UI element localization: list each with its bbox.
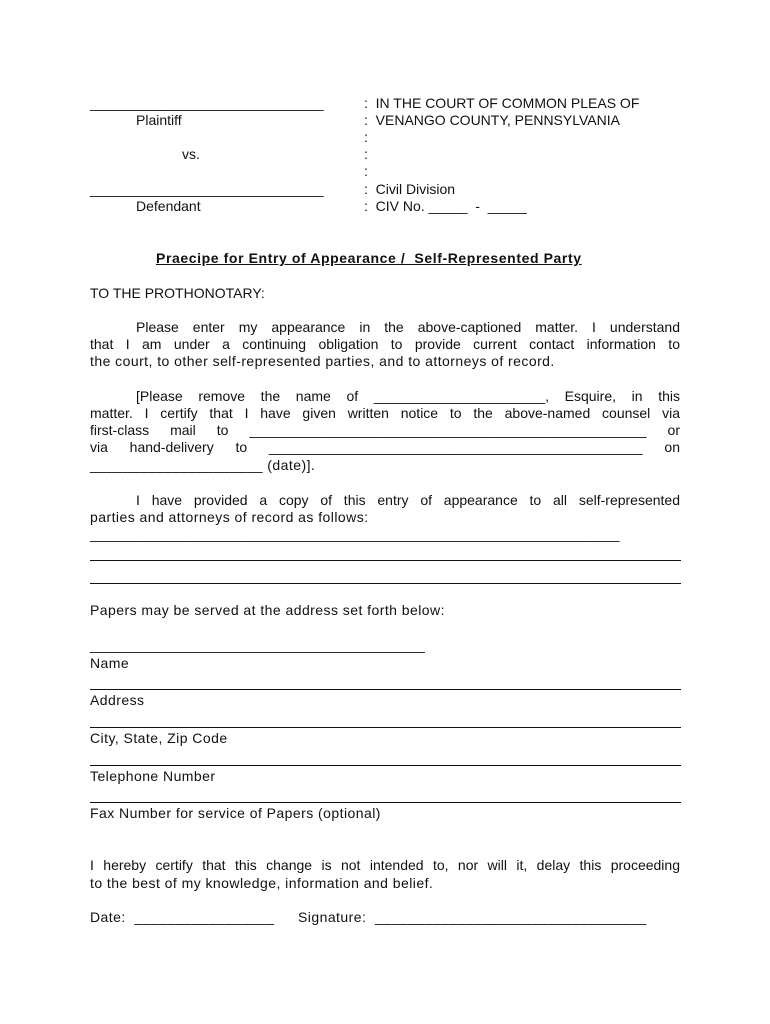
paragraph-3-line: parties and attorneys of record as follows: <box>90 509 369 525</box>
document-title: Praecipe for Entry of Appearance / Self-Represented Party <box>156 250 582 266</box>
court-caption-row: : <box>364 146 368 162</box>
certification-line: I hereby certify that this change is not intended to, nor will it, delay this proceeding <box>90 857 680 873</box>
paragraph-2-line: first-class mail to ___________________________________________________ or <box>90 422 680 438</box>
name-signature-line: ___________________________________________ <box>90 637 425 653</box>
certification-line: to the best of my knowledge, information and belief. <box>90 875 434 891</box>
city-state-zip-label: City, State, Zip Code <box>90 730 228 746</box>
service-list-line: ____________________________________________________________________ <box>90 526 620 542</box>
service-intro: Papers may be served at the address set forth below: <box>90 602 445 618</box>
fax-label: Fax Number for service of Papers (optional) <box>90 805 381 821</box>
defendant-line: ______________________________ <box>90 181 324 197</box>
paragraph-3-line: I have provided a copy of this entry of appearance to all self-represented <box>136 492 680 508</box>
paragraph-1-line: the court, to other self-represented parties, and to attorneys of record. <box>90 353 555 369</box>
fax-rule <box>90 802 681 803</box>
service-list-rule <box>90 560 681 561</box>
address-label: Address <box>90 692 145 708</box>
court-caption-row: : IN THE COURT OF COMMON PLEAS OF <box>364 95 640 111</box>
telephone-rule <box>90 765 681 766</box>
telephone-label: Telephone Number <box>90 768 216 784</box>
paragraph-2-line: matter. I certify that I have given written notice to the above-named counsel via <box>90 405 680 421</box>
service-list-rule <box>90 583 681 584</box>
plaintiff-line: ______________________________ <box>90 95 324 111</box>
paragraph-1-line: Please enter my appearance in the above-captioned matter. I understand <box>136 319 680 335</box>
defendant-label: Defendant <box>136 198 201 214</box>
civ-number-row: : CIV No. _____ - _____ <box>364 198 527 214</box>
city-rule <box>90 727 681 728</box>
court-caption-row: : <box>364 129 368 145</box>
plaintiff-label: Plaintiff <box>136 112 182 128</box>
court-caption-row: : Civil Division <box>364 181 456 197</box>
paragraph-2-line: [Please remove the name of ______________________, Esquire, in this <box>136 388 680 404</box>
paragraph-2-line: via hand-delivery to ________________________________________________ on <box>90 439 680 455</box>
paragraph-2-line: _____________________ (date)]. <box>90 457 316 473</box>
salutation: TO THE PROTHONOTARY: <box>90 285 265 301</box>
address-rule <box>90 689 681 690</box>
court-caption-row: : VENANGO COUNTY, PENNSYLVANIA <box>364 112 620 128</box>
signature-field: Signature: _________________________________ <box>298 909 647 925</box>
court-caption-row: : <box>364 163 368 179</box>
paragraph-1-line: that I am under a continuing obligation to provide current contact information to <box>90 336 680 352</box>
name-label: Name <box>90 655 130 671</box>
vs-label: vs. <box>182 146 200 162</box>
date-field: Date: _________________ <box>90 909 275 925</box>
